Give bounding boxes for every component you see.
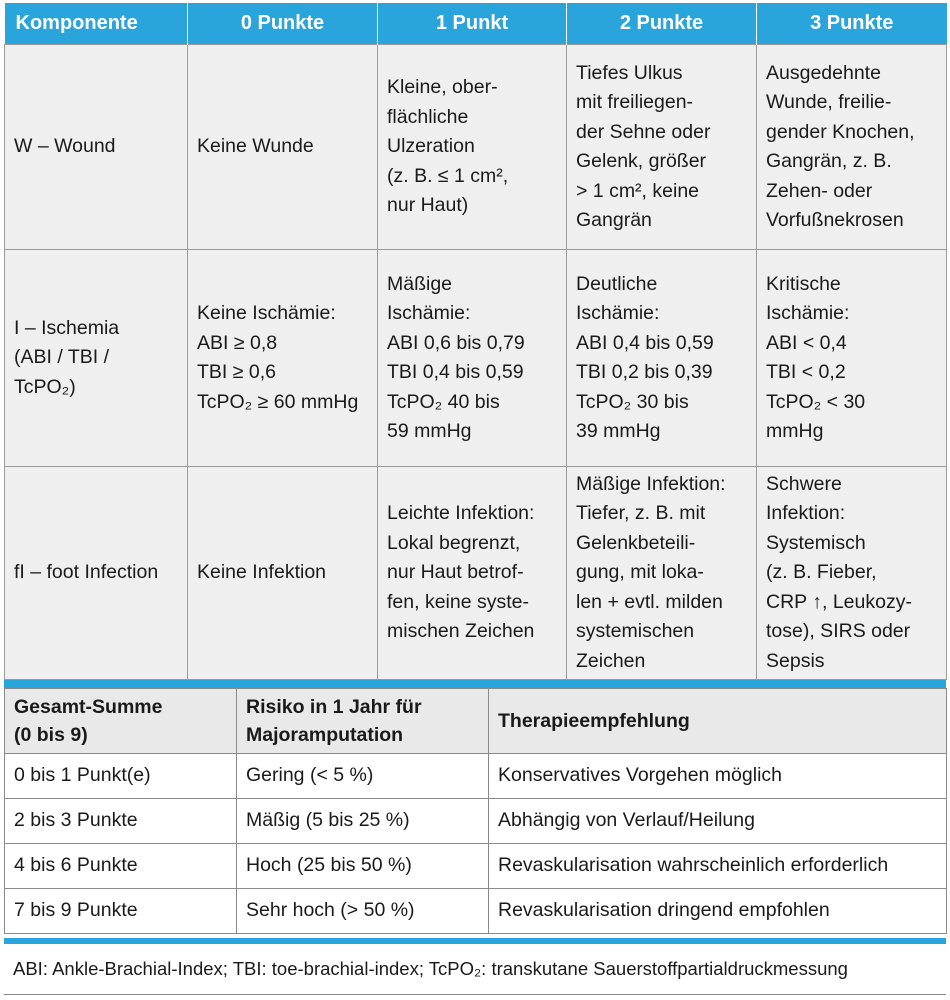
component-cell: fI – foot Infection [5, 467, 188, 680]
points-2-cell: Deutliche Ischämie: ABI 0,4 bis 0,59 TBI 0,2 bis 0,39 TcPO₂ 30 bis 39 mmHg [567, 250, 757, 467]
points-3-cell: Kritische Ischämie: ABI < 0,4 TBI < 0,2 TcPO₂ < 30 mmHg [757, 250, 947, 467]
footnote: ABI: Ankle-Brachial-Index; TBI: toe-brachial-index; TcPO₂: transkutane Sauerstoffpartialdruckmessung [4, 944, 946, 995]
points-0-cell: Keine Wunde [188, 45, 378, 250]
therapy-cell: Revaskularisation wahrscheinlich erforderlich [489, 844, 947, 889]
points-2-cell: Mäßige Infektion: Tiefer, z. B. mit Gelenkbeteili- gung, mit loka- len + evtl. milden systemischen Zeichen [567, 467, 757, 680]
risk-cell: Gering (< 5 %) [237, 754, 489, 799]
therapy-cell: Revaskularisation dringend empfohlen [489, 889, 947, 934]
therapy-cell: Abhängig von Verlauf/Heilung [489, 799, 947, 844]
row-wound [5, 45, 947, 250]
header-total-sum: Gesamt-Summe (0 bis 9) [5, 689, 237, 754]
accent-divider [4, 680, 946, 688]
row-ischemia [5, 250, 947, 467]
points-1-cell: Kleine, ober- flächliche Ulzeration (z. B. ≤ 1 cm², nur Haut) [378, 45, 567, 250]
points-0-cell: Keine Ischämie: ABI ≥ 0,8 TBI ≥ 0,6 TcPO₂ ≥ 60 mmHg [188, 250, 378, 467]
table-row [5, 799, 947, 844]
points-3-cell: Schwere Infektion: Systemisch (z. B. Fieber, CRP ↑, Leukozy- tose), SIRS oder Sepsis [757, 467, 947, 680]
component-cell: I – Ischemia (ABI / TBI / TcPO₂) [5, 250, 188, 467]
table-row [5, 754, 947, 799]
wifi-classification [4, 3, 946, 995]
header-risk: Risiko in 1 Jahr für Majoramputation [237, 689, 489, 754]
score-table-header [5, 3, 947, 45]
sum-cell: 0 bis 1 Punkt(e) [5, 754, 237, 799]
header-component: Komponente [5, 3, 188, 45]
therapy-cell: Konservatives Vorgehen möglich [489, 754, 947, 799]
header-therapy: Therapieempfehlung [489, 689, 947, 754]
points-2-cell: Tiefes Ulkus mit freiliegen- der Sehne oder Gelenk, größer > 1 cm², keine Gangrän [567, 45, 757, 250]
table-row [5, 844, 947, 889]
points-1-cell: Leichte Infektion: Lokal begrenzt, nur Haut betrof- fen, keine syste- mischen Zeichen [378, 467, 567, 680]
risk-table [4, 688, 947, 934]
risk-cell: Sehr hoch (> 50 %) [237, 889, 489, 934]
risk-cell: Mäßig (5 bis 25 %) [237, 799, 489, 844]
header-2-points: 2 Punkte [567, 3, 757, 45]
sum-cell: 7 bis 9 Punkte [5, 889, 237, 934]
component-cell: W – Wound [5, 45, 188, 250]
sum-cell: 4 bis 6 Punkte [5, 844, 237, 889]
points-3-cell: Ausgedehnte Wunde, freilie- gender Knochen, Gangrän, z. B. Zehen- oder Vorfußnekrosen [757, 45, 947, 250]
header-3-points: 3 Punkte [757, 3, 947, 45]
points-0-cell: Keine Infektion [188, 467, 378, 680]
header-0-points: 0 Punkte [188, 3, 378, 45]
sum-cell: 2 bis 3 Punkte [5, 799, 237, 844]
risk-cell: Hoch (25 bis 50 %) [237, 844, 489, 889]
table-row [5, 889, 947, 934]
risk-table-header [5, 689, 947, 754]
header-1-point: 1 Punkt [378, 3, 567, 45]
row-foot-infection [5, 467, 947, 680]
score-table [4, 3, 947, 680]
points-1-cell: Mäßige Ischämie: ABI 0,6 bis 0,79 TBI 0,4 bis 0,59 TcPO₂ 40 bis 59 mmHg [378, 250, 567, 467]
